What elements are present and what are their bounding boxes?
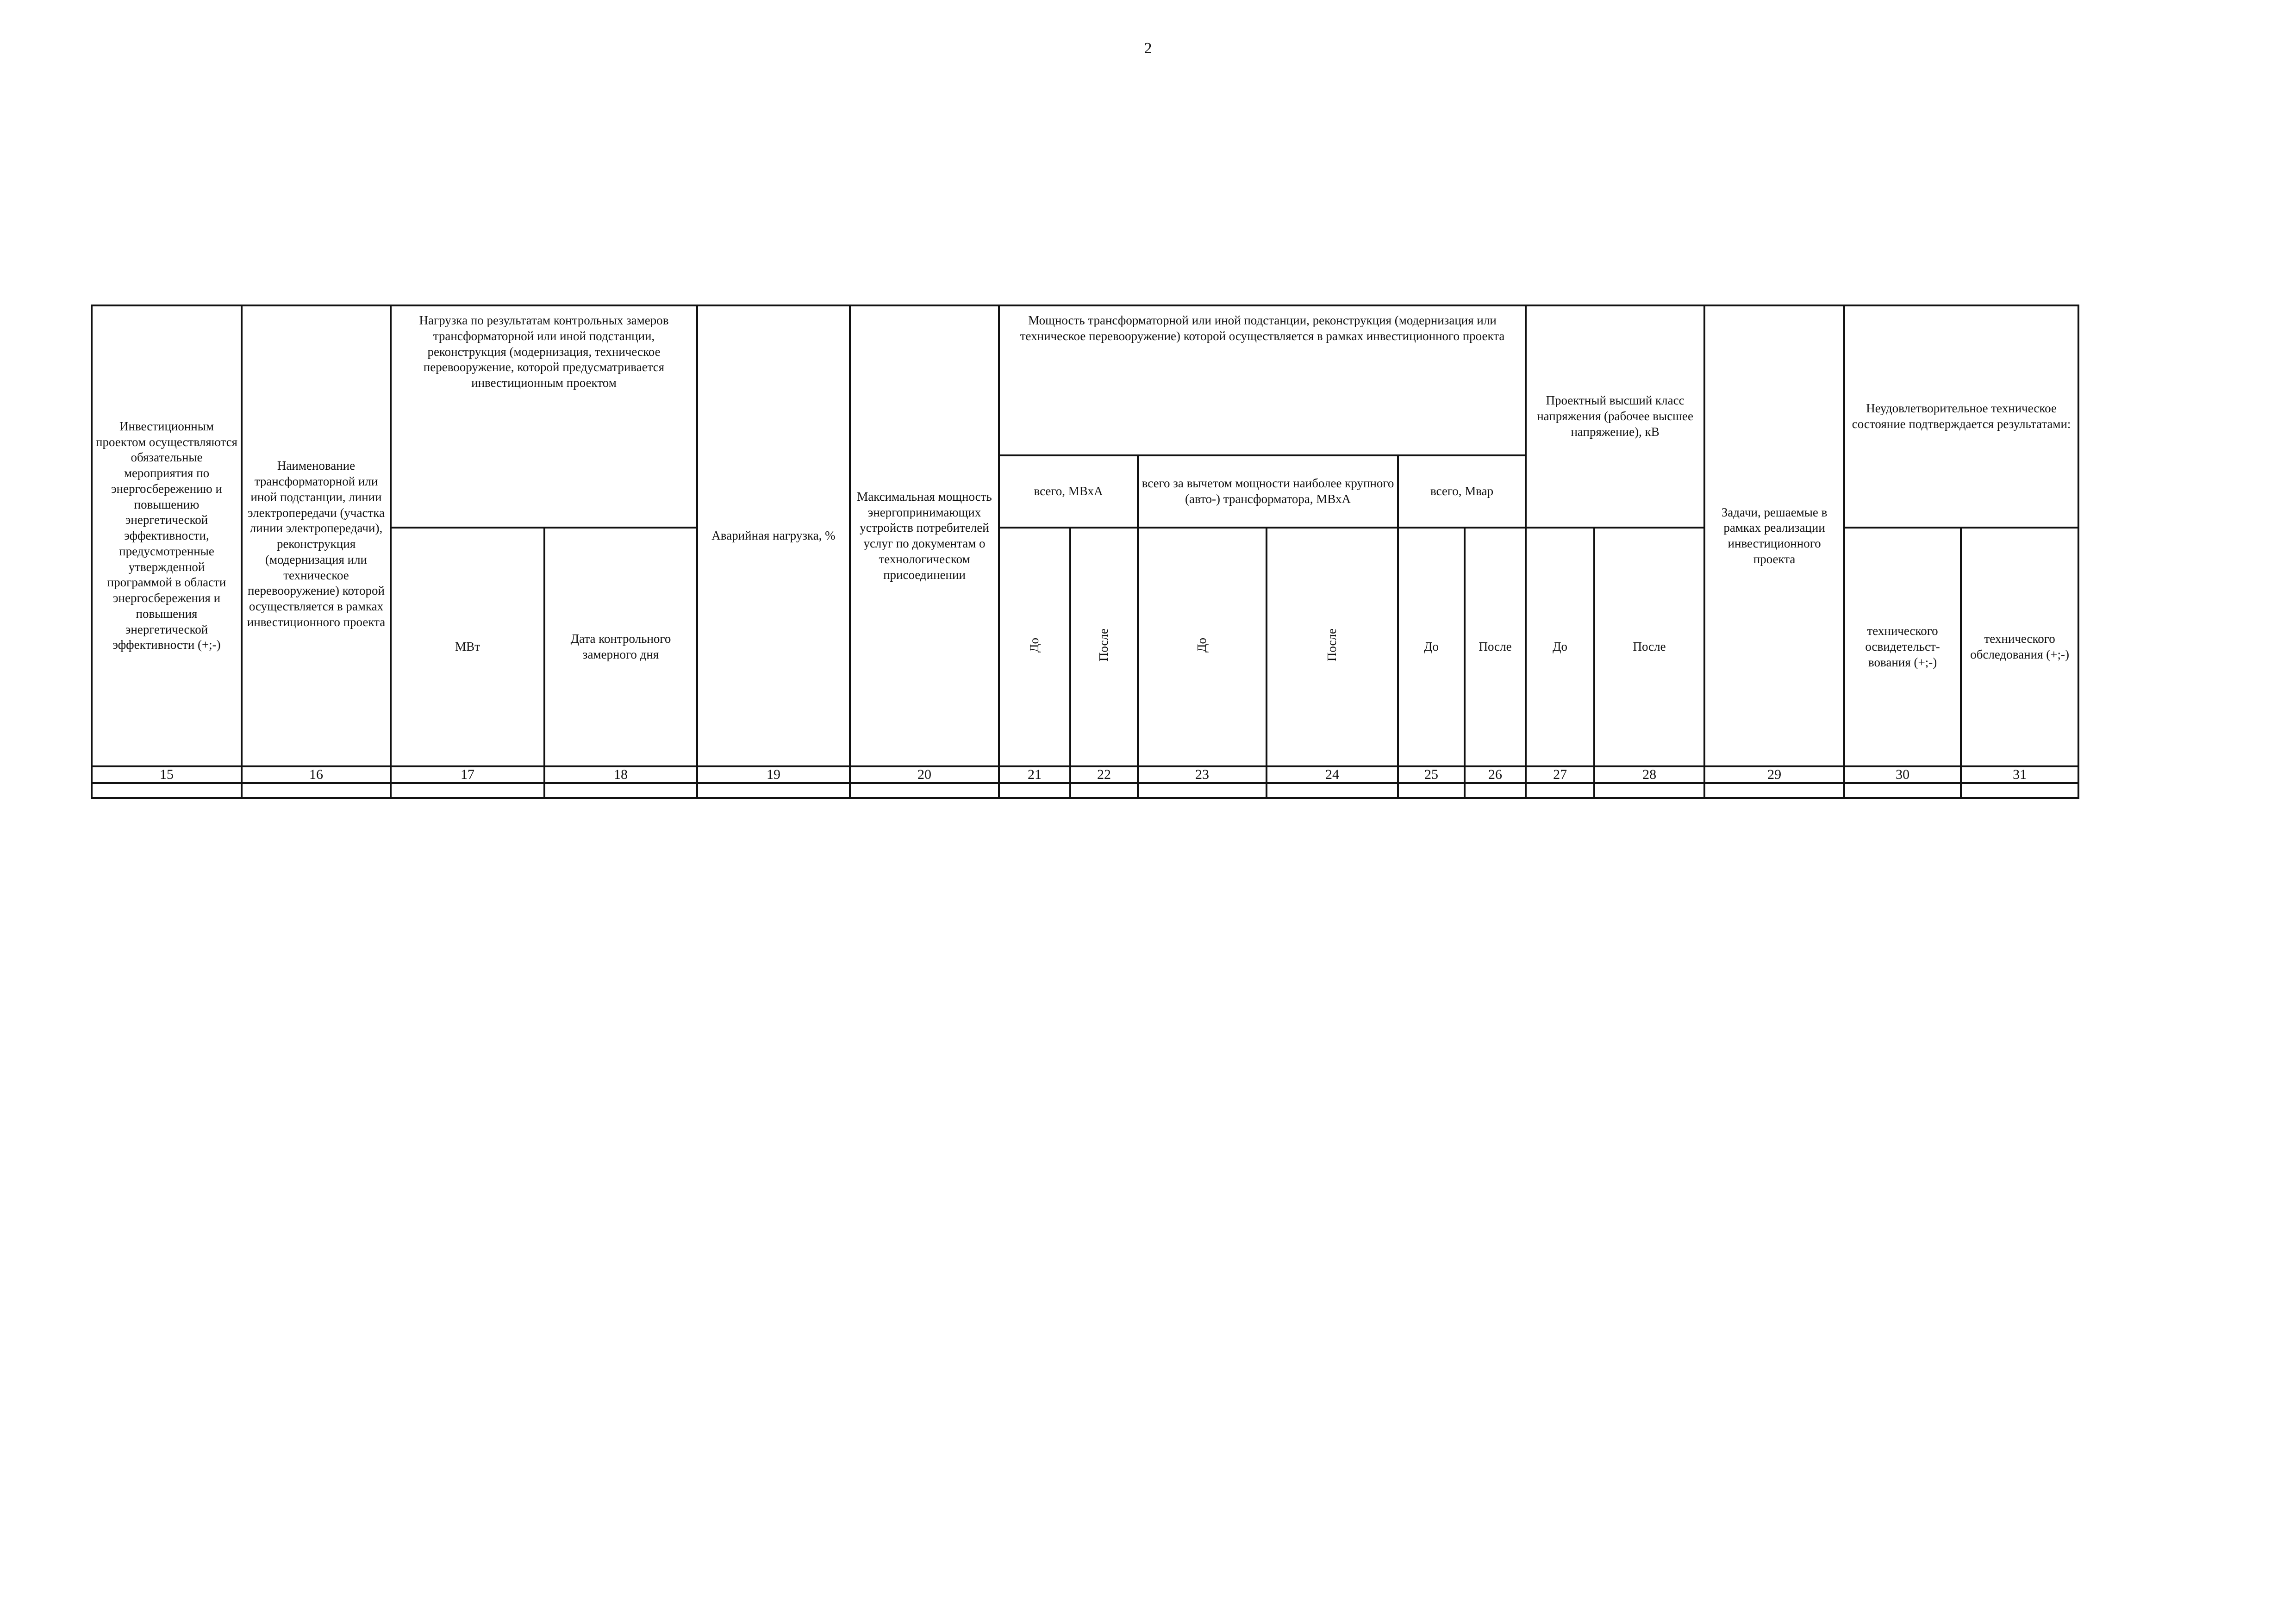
- empty-cell: [1267, 783, 1398, 798]
- empty-cell: [1398, 783, 1465, 798]
- column-number: 16: [242, 766, 391, 783]
- header-cell-tasks: Задачи, решаемые в рамках реализации инвестиционного проекта: [1704, 305, 1844, 766]
- page-number: 2: [1144, 40, 1152, 57]
- column-number: 31: [1961, 766, 2078, 783]
- empty-cell: [999, 783, 1070, 798]
- empty-cell: [1526, 783, 1594, 798]
- header-cell-load-group: Нагрузка по результатам контрольных замеров трансформаторной или иной подстанции, реконструкция (модернизация, техническое перевооружение, которой предусматривается инвестиционным проектом: [391, 305, 697, 528]
- column-number-row: [92, 766, 2078, 783]
- header-cell-energy-saving: Инвестиционным проектом осуществляются обязательные мероприятия по энергосбережению и повышению энергетической эффективности, предусмотренные утвержденной программой в области энергосбережения и повышения энергетической эффективности (+;-): [92, 305, 242, 766]
- column-number: 24: [1267, 766, 1398, 783]
- header-cell-survey: технического обследования (+;-): [1961, 528, 2078, 766]
- header-cell-voltage-group: Проектный высший класс напряжения (рабочее высшее напряжение), кВ: [1526, 305, 1704, 528]
- header-cell-after: После: [1594, 528, 1704, 766]
- column-number: 28: [1594, 766, 1704, 783]
- empty-cell: [1704, 783, 1844, 798]
- empty-cell: [1070, 783, 1138, 798]
- header-cell-power-group: Мощность трансформаторной или иной подстанции, реконструкция (модернизация или техническое перевооружение) которой осуществляется в рамках инвестиционного проекта: [999, 305, 1526, 455]
- column-number: 25: [1398, 766, 1465, 783]
- empty-cell: [544, 783, 697, 798]
- empty-data-row: [92, 783, 2078, 798]
- column-number: 15: [92, 766, 242, 783]
- column-number: 21: [999, 766, 1070, 783]
- column-number: 20: [850, 766, 999, 783]
- header-cell-substation-name: Наименование трансформаторной или иной подстанции, линии электропередачи (участка линии электропередачи), реконструкция (модернизация или техническое перевооружение) которой осуществляется в рамках инвестиционного проекта: [242, 305, 391, 766]
- header-cell-power-mvar: всего, Мвар: [1398, 455, 1526, 528]
- header-cell-after-text: После: [1325, 628, 1339, 662]
- empty-cell: [1844, 783, 1961, 798]
- header-cell-power-total: всего, МВхА: [999, 455, 1138, 528]
- column-number: 26: [1465, 766, 1526, 783]
- header-cell-before: [999, 528, 1070, 766]
- empty-cell: [1465, 783, 1526, 798]
- column-number: 17: [391, 766, 544, 783]
- empty-cell: [92, 783, 242, 798]
- header-cell-inspection: технического освидетельст-вования (+;-): [1844, 528, 1961, 766]
- header-cell-after: [1070, 528, 1138, 766]
- empty-cell: [1594, 783, 1704, 798]
- header-cell-before-text: До: [1027, 637, 1042, 653]
- column-number: 29: [1704, 766, 1844, 783]
- column-number: 30: [1844, 766, 1961, 783]
- investment-project-table: [91, 305, 2079, 799]
- empty-cell: [242, 783, 391, 798]
- header-cell-max-power: Максимальная мощность энергопринимающих устройств потребителей услуг по документам о технологическом присоединении: [850, 305, 999, 766]
- header-cell-before: До: [1398, 528, 1465, 766]
- header-cell-before-text: До: [1195, 637, 1209, 653]
- header-cell-before: [1138, 528, 1267, 766]
- header-cell-after: После: [1465, 528, 1526, 766]
- header-cell-emergency-load: Аварийная нагрузка, %: [697, 305, 850, 766]
- column-number: 19: [697, 766, 850, 783]
- header-cell-control-date: Дата контрольного замерного дня: [544, 528, 697, 766]
- column-number: 23: [1138, 766, 1267, 783]
- empty-cell: [1961, 783, 2078, 798]
- header-cell-mw: МВт: [391, 528, 544, 766]
- empty-cell: [1138, 783, 1267, 798]
- header-cell-before: До: [1526, 528, 1594, 766]
- header-cell-condition-group: Неудовлетворительное техническое состояние подтверждается результатами:: [1844, 305, 2078, 528]
- header-cell-after: [1267, 528, 1398, 766]
- empty-cell: [391, 783, 544, 798]
- column-number: 18: [544, 766, 697, 783]
- empty-cell: [697, 783, 850, 798]
- header-cell-power-minus-largest: всего за вычетом мощности наиболее крупного (авто-) трансформатора, МВхА: [1138, 455, 1398, 528]
- empty-cell: [850, 783, 999, 798]
- header-cell-after-text: После: [1097, 628, 1111, 662]
- column-number: 27: [1526, 766, 1594, 783]
- column-number: 22: [1070, 766, 1138, 783]
